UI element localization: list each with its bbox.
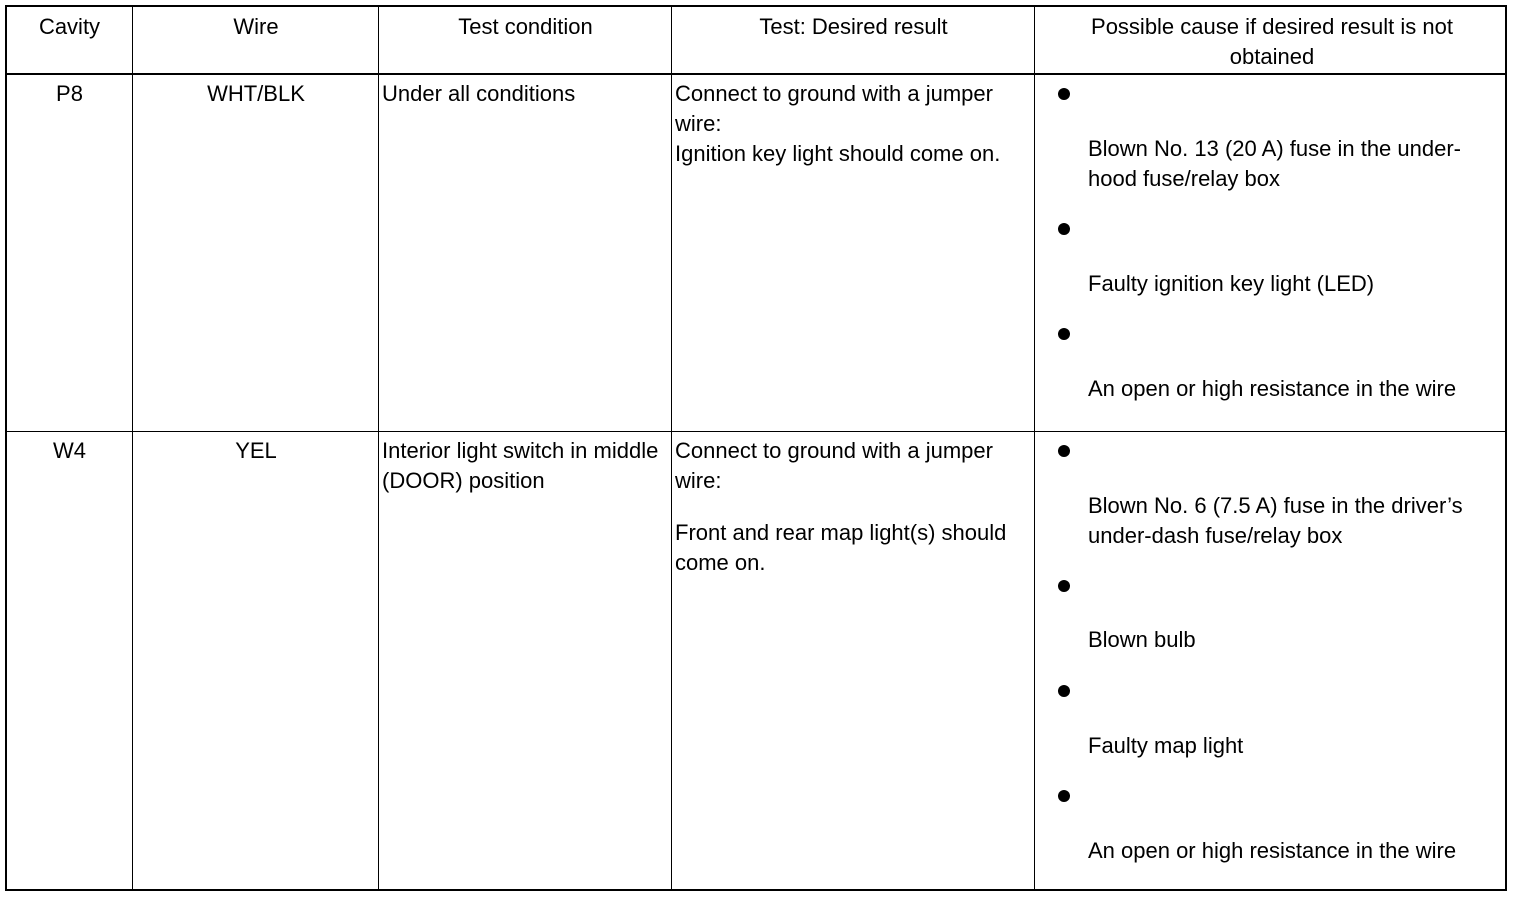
row2-desired-result-line1: Connect to ground with a jumper wire:	[675, 438, 993, 493]
bullet-icon	[1058, 223, 1070, 235]
column-divider	[132, 7, 133, 889]
row2-cavity: W4	[53, 438, 86, 463]
row1-desired-result-line1: Connect to ground with a jumper wire:	[675, 81, 993, 136]
bullet-icon	[1058, 685, 1070, 697]
header-cavity: Cavity	[38, 14, 101, 39]
row2-wire: YEL	[235, 438, 277, 463]
header-possible-cause: Possible cause if desired result is not obtained	[1091, 14, 1453, 69]
row1-cavity: P8	[56, 81, 83, 106]
header-test-condition: Test condition	[458, 14, 593, 39]
bullet-icon	[1058, 580, 1070, 592]
row1-test-condition: Under all conditions	[382, 81, 576, 106]
row2-cause-4: An open or high resistance in the wire	[1088, 838, 1457, 863]
column-divider	[1034, 7, 1035, 889]
row2-desired-result-line2: Front and rear map light(s) should come on.	[675, 520, 1007, 575]
bullet-icon	[1058, 88, 1070, 100]
header-wire: Wire	[233, 14, 279, 39]
row1-desired-result-line2: Ignition key light should come on.	[675, 141, 1001, 166]
row1-desired-result	[675, 79, 1020, 169]
row1-wire: WHT/BLK	[207, 81, 305, 106]
row2-desired-result	[675, 436, 1020, 578]
row1-cause-1: Blown No. 13 (20 A) fuse in the under-hood fuse/relay box	[1088, 136, 1461, 191]
connector-test-table	[5, 5, 1507, 891]
row1-cause-3: An open or high resistance in the wire	[1088, 376, 1457, 401]
row1-cause-2: Faulty ignition key light (LED)	[1088, 271, 1375, 296]
row2-cause-2: Blown bulb	[1088, 627, 1196, 652]
row2-cause-3: Faulty map light	[1088, 733, 1244, 758]
bullet-icon	[1058, 328, 1070, 340]
column-divider	[671, 7, 672, 889]
row2-cause-1: Blown No. 6 (7.5 A) fuse in the driver’s under-dash fuse/relay box	[1088, 493, 1463, 548]
row2-test-condition: Interior light switch in middle (DOOR) position	[382, 438, 659, 493]
column-divider	[378, 7, 379, 889]
header-divider	[7, 73, 1505, 75]
row-divider	[7, 431, 1505, 432]
header-desired-result: Test: Desired result	[759, 14, 948, 39]
bullet-icon	[1058, 445, 1070, 457]
bullet-icon	[1058, 790, 1070, 802]
